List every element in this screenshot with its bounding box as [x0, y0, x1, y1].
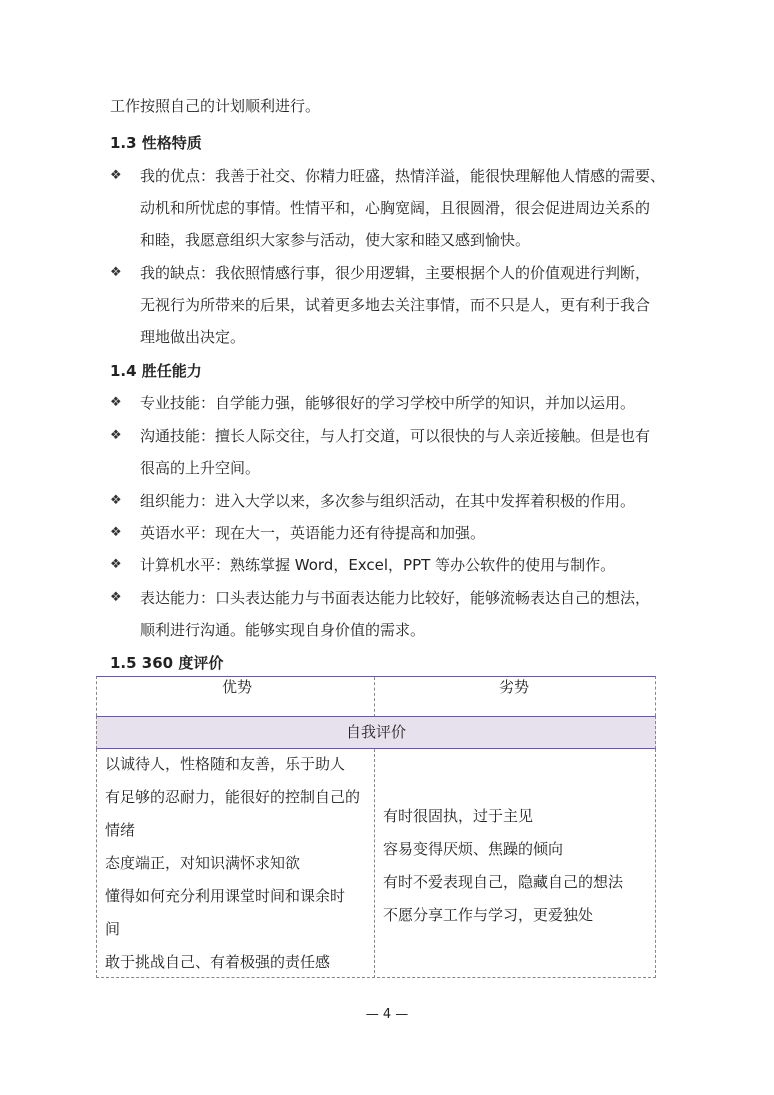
- bullet-icon: ❖: [110, 493, 122, 508]
- section-heading-1-3: 1.3 性格特质: [110, 134, 202, 152]
- evaluation-table: [96, 676, 656, 978]
- right-cell-line: 不愿分享工作与学习，更爱独处: [383, 906, 594, 924]
- right-cell-line: 有时很固执，过于主见: [383, 807, 534, 825]
- section-heading-1-5: 1.5 360 度评价: [110, 654, 224, 672]
- table-body: [96, 749, 656, 978]
- header-weaknesses: 劣势: [498, 678, 529, 696]
- bullet-icon: ❖: [110, 525, 122, 540]
- competence-communication-1: 沟通技能：擅长人际交往，与人打交道，可以很快的与人亲近接触。但是也有: [140, 427, 651, 445]
- header-strengths: 优势: [221, 678, 252, 696]
- competence-communication-2: 很高的上升空间。: [140, 459, 261, 477]
- right-cell-line: 容易变得厌烦、焦躁的倾向: [383, 840, 564, 858]
- strength-line-2: 动机和所忧虑的事情。性情平和，心胸宽阔，且很圆滑，很会促进周边关系的: [140, 199, 651, 217]
- left-cell-line: 懂得如何充分利用课堂时间和课余时: [105, 887, 346, 905]
- bullet-icon: ❖: [110, 168, 122, 183]
- competence-expression-2: 顺利进行沟通。能够实现自身价值的需求。: [140, 621, 426, 639]
- bullet-icon: ❖: [110, 265, 122, 280]
- bullet-icon: ❖: [110, 557, 122, 572]
- bullet-icon: ❖: [110, 428, 122, 443]
- competence-english: 英语水平：现在大一，英语能力还有待提高和加强。: [140, 524, 486, 542]
- weakness-line-1: 我的缺点：我依照情感行事，很少用逻辑，主要根据个人的价值观进行判断，: [140, 264, 651, 282]
- left-cell-line: 敢于挑战自己、有着极强的责任感: [105, 953, 331, 971]
- strength-line-1: 我的优点：我善于社交、你精力旺盛，热情洋溢，能很快理解他人情感的需要、: [140, 167, 666, 185]
- strength-line-3: 和睦，我愿意组织大家参与活动，使大家和睦又感到愉快。: [140, 231, 531, 249]
- bullet-icon: ❖: [110, 590, 122, 605]
- competence-professional: 专业技能：自学能力强，能够很好的学习学校中所学的知识，并加以运用。: [140, 394, 636, 412]
- left-cell-line: 以诚待人，性格随和友善，乐于助人: [105, 755, 346, 773]
- left-cell-line: 有足够的忍耐力，能很好的控制自己的: [105, 788, 361, 806]
- right-cell-line: 有时不爱表现自己，隐藏自己的想法: [383, 873, 624, 891]
- competence-computer: 计算机水平：熟练掌握 Word，Excel，PPT 等办公软件的使用与制作。: [140, 556, 616, 574]
- table-header-row: [96, 676, 656, 716]
- left-cell-line: 态度端正，对知识满怀求知欲: [105, 854, 301, 872]
- intro-line: 工作按照自己的计划顺利进行。: [110, 97, 321, 115]
- page-number: — 4 —: [365, 1007, 409, 1022]
- competence-organization: 组织能力：进入大学以来，多次参与组织活动，在其中发挥着积极的作用。: [140, 492, 636, 510]
- section-heading-1-4: 1.4 胜任能力: [110, 362, 202, 380]
- weakness-line-2: 无视行为所带来的后果，试着更多地去关注事情，而不只是人，更有利于我合: [140, 296, 651, 314]
- body-divider: [374, 749, 375, 978]
- bullet-icon: ❖: [110, 395, 122, 410]
- self-evaluation-row: 自我评价: [96, 716, 656, 749]
- competence-expression-1: 表达能力：口头表达能力与书面表达能力比较好，能够流畅表达自己的想法，: [140, 589, 651, 607]
- weakness-line-3: 理地做出决定。: [140, 328, 246, 346]
- left-cell-line: 情绪: [105, 821, 136, 839]
- left-cell-line: 间: [105, 920, 121, 938]
